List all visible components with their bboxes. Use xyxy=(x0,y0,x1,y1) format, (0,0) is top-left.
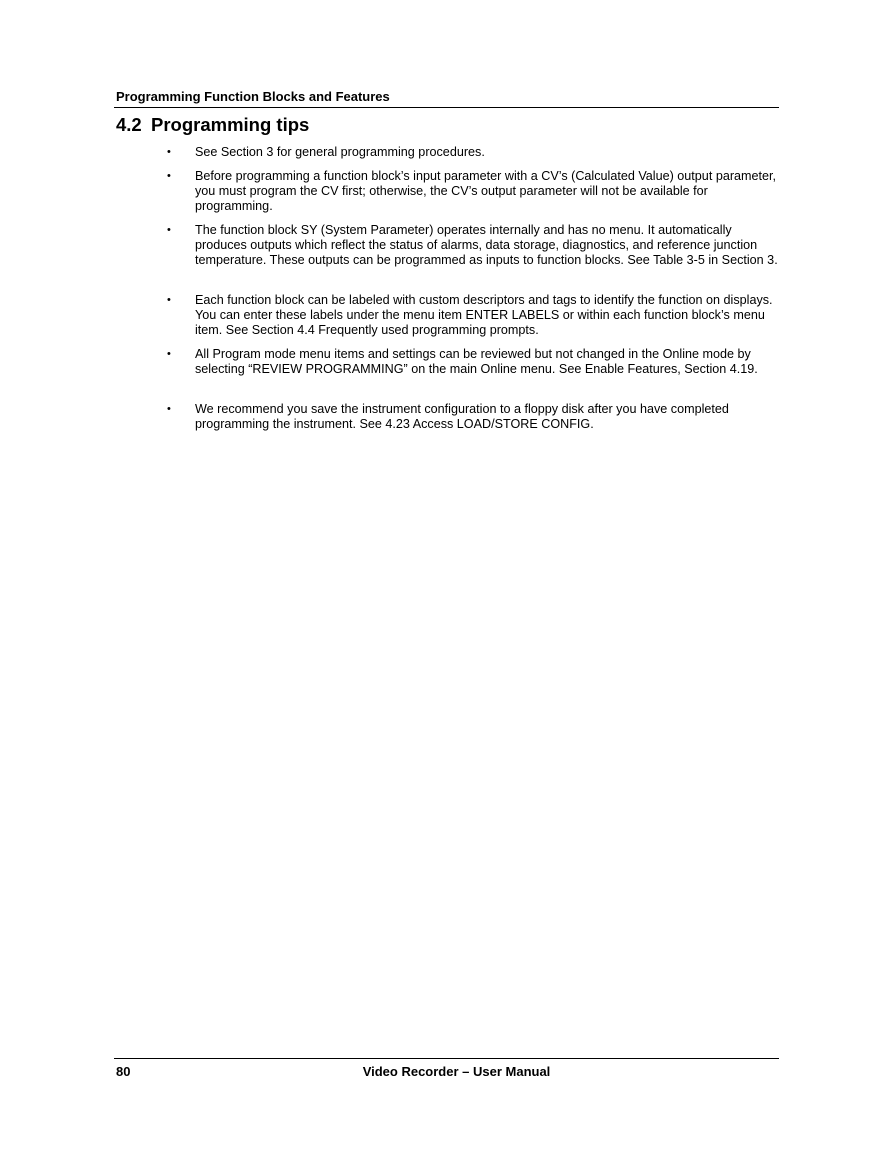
bullet-icon: • xyxy=(167,146,171,158)
header-divider xyxy=(114,107,779,108)
tip-text: We recommend you save the instrument configuration to a floppy disk after you have completed programming the instrument. See 4.23 Access LOAD/STORE CONFIG. xyxy=(195,402,729,431)
page-number: 80 xyxy=(116,1064,131,1079)
section-heading xyxy=(116,114,309,136)
footer-divider xyxy=(114,1058,779,1059)
tip-text: Each function block can be labeled with custom descriptors and tags to identify the function on displays. You can enter these labels under the menu item ENTER LABELS or within each function block’s menu item. See Section 4.4 Frequently used programming prompts. xyxy=(195,293,773,337)
bullet-icon: • xyxy=(167,348,171,360)
bullet-icon: • xyxy=(167,403,171,415)
running-header: Programming Function Blocks and Features xyxy=(116,89,390,104)
bullet-icon: • xyxy=(167,224,171,236)
bullet-icon: • xyxy=(167,170,171,182)
tip-text: See Section 3 for general programming procedures. xyxy=(195,145,485,159)
section-title: Programming tips xyxy=(151,114,310,135)
tip-text: All Program mode menu items and settings can be reviewed but not changed in the Online mode by selecting “REVIEW PROGRAMMING” on the main Online menu. See Enable Features, Section 4.19. xyxy=(195,347,758,376)
tip-text: Before programming a function block’s input parameter with a CV’s (Calculated Value) output parameter, you must program the CV first; otherwise, the CV’s output parameter will not be available for programming. xyxy=(195,169,777,213)
bullet-icon: • xyxy=(167,294,171,306)
tip-text: The function block SY (System Parameter) operates internally and has no menu. It automatically produces outputs which reflect the status of alarms, data storage, diagnostics, and reference junction temperature. These outputs can be programmed as inputs to function blocks. See Table 3-5 in Section 3. xyxy=(195,223,778,267)
document-title: Video Recorder – User Manual xyxy=(362,1064,551,1079)
section-number: 4.2 xyxy=(116,114,142,135)
